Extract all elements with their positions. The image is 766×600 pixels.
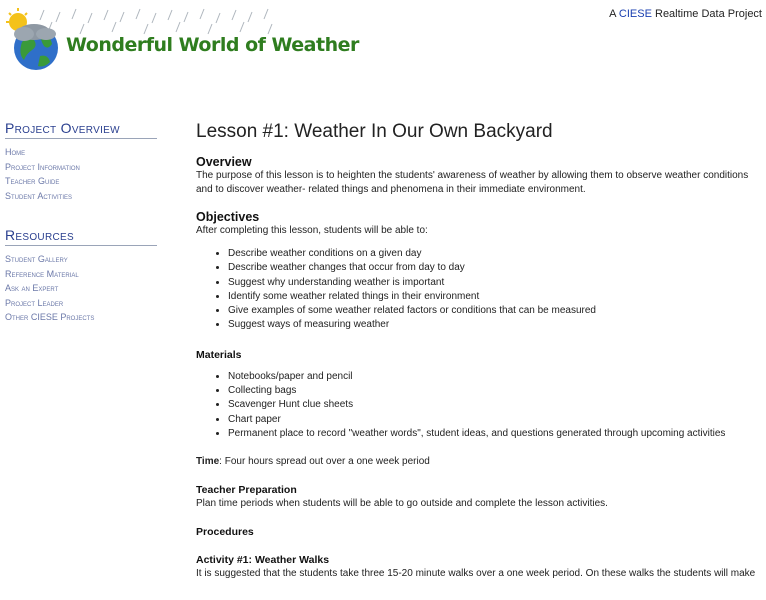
logo-text: Wonderful World of Weather [66, 34, 359, 56]
list-item: • Suggest ways of measuring weather [228, 318, 762, 332]
overview-heading: Overview [196, 155, 252, 169]
procedures-heading: Procedures [196, 526, 254, 539]
sidebar-item-project-information[interactable]: Project Information [5, 161, 80, 172]
teacher-prep-heading: Teacher Preparation [196, 484, 297, 497]
list-item: • Notebooks/paper and pencil [228, 370, 762, 384]
list-item: • Permanent place to record "weather words", student ideas, and questions generated through upcoming activities [228, 427, 762, 441]
sidebar-item-home[interactable]: Home [5, 147, 26, 157]
project-credit [609, 8, 762, 20]
list-item: • Suggest why understanding weather is important [228, 276, 762, 290]
list-item: • Give examples of some weather related factors or conditions that can be measured [228, 304, 762, 318]
sidebar-heading-resources: Resources [5, 227, 157, 246]
site-logo[interactable] [4, 6, 359, 74]
materials-list [196, 370, 762, 441]
sidebar-nav [5, 120, 157, 325]
teacher-prep-text: Plan time periods when students will be able to go outside and complete the lesson activities. [196, 498, 608, 510]
page-title: Lesson #1: Weather In Our Own Backyard [196, 121, 553, 142]
objectives-list [196, 247, 762, 333]
sidebar-item-teacher-guide[interactable]: Teacher Guide [5, 176, 60, 186]
sidebar-heading-project-overview: Project Overview [5, 120, 157, 139]
main-content [196, 120, 762, 581]
time-label: Time [196, 456, 220, 468]
sidebar-item-other-ciese-projects[interactable]: Other CIESE Projects [5, 312, 95, 322]
sidebar-item-project-leader[interactable]: Project Leader [5, 297, 64, 308]
list-item: • Describe weather conditions on a given day [228, 247, 762, 261]
credit-suffix: Realtime Data Project [655, 8, 762, 20]
overview-text: The purpose of this lesson is to heighten the students' awareness of weather by allowing them to observe weather conditions and to discover weather- related things and phenomena in their immediate environment. [196, 170, 749, 195]
objectives-intro: After completing this lesson, students will be able to: [196, 225, 428, 236]
sidebar-item-student-gallery[interactable]: Student Gallery [5, 254, 68, 264]
list-item: • Describe weather changes that occur from day to day [228, 261, 762, 275]
time-line [196, 455, 762, 469]
time-text: : Four hours spread out over a one week period [219, 456, 430, 468]
list-item: • Identify some weather related things in their environment [228, 290, 762, 304]
sidebar-item-student-activities[interactable]: Student Activities [5, 190, 73, 201]
list-item: • Chart paper [228, 413, 762, 427]
sidebar-item-ask-an-expert[interactable]: Ask an Expert [5, 283, 59, 293]
credit-prefix: A [609, 8, 616, 20]
objectives-heading: Objectives [196, 210, 260, 224]
activity1-heading: Activity #1: Weather Walks [196, 554, 330, 567]
materials-heading: Materials [196, 348, 242, 361]
sidebar-item-reference-material[interactable]: Reference Material [5, 268, 79, 279]
list-item: • Scavenger Hunt clue sheets [228, 398, 762, 412]
activity1-text: It is suggested that the students take three 15-20 minute walks over a one week period. On these walks the students will make [196, 568, 756, 580]
list-item: • Collecting bags [228, 384, 762, 398]
ciese-link[interactable]: CIESE [618, 8, 652, 20]
